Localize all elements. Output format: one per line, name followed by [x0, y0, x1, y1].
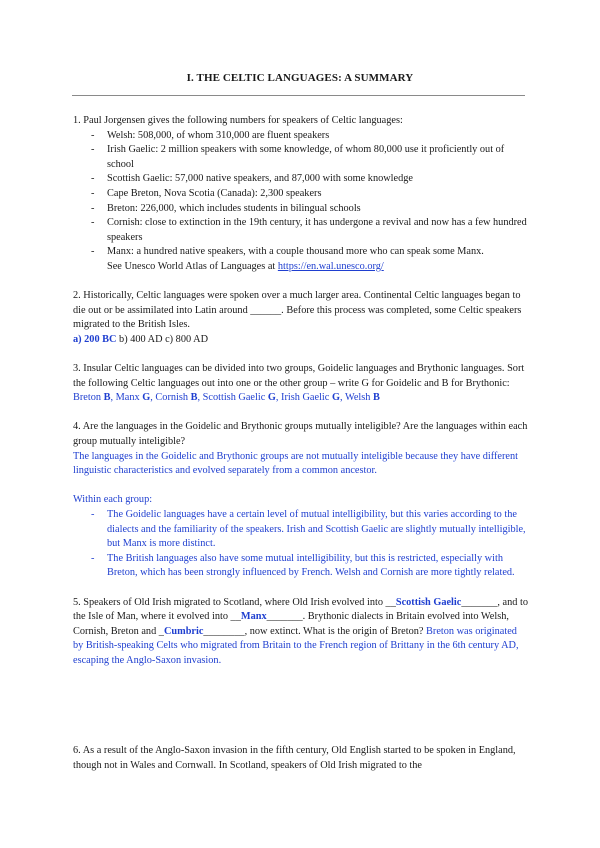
q4-within-label: Within each group:	[73, 494, 153, 506]
q5-answer-cumbric: Cumbric	[163, 625, 204, 637]
dash-bullet: -	[91, 202, 95, 214]
dash-bullet: -	[91, 217, 95, 229]
language-name: Cornish	[155, 392, 189, 404]
q1-list	[73, 129, 528, 275]
list-item-text: Manx: a hundred native speakers, with a couple thousand more who can speak some Manx.	[107, 246, 484, 258]
list-item-text: Irish Gaelic: 2 million speakers with some knowledge, of whom 80,000 use it proficiently out of school	[107, 144, 505, 170]
group-code: G	[142, 392, 151, 404]
list-item	[73, 172, 528, 187]
list-item-text: Cape Breton, Nova Scotia (Canada): 2,300 speakers	[107, 187, 322, 199]
unesco-text: See Unesco World Atlas of Languages at	[107, 260, 278, 272]
title-rule	[72, 95, 525, 96]
list-item-text: Breton: 226,000, which includes students in bilingual schools	[107, 202, 361, 214]
group-code: B	[190, 392, 198, 404]
q5-text: 5. Speakers of Old Irish migrated to Scotland, where Old Irish evolved into __	[73, 596, 396, 608]
document-body	[73, 114, 528, 669]
q2-answer: a) 200 BC	[73, 333, 117, 345]
dash-bullet: -	[91, 509, 95, 521]
q5-answer-breton: Breton was originated by British-speaking Celts who migrated from Britain to the French region of Brittany in the 6th century AD, escaping the Anglo-Saxon invasion.	[73, 625, 519, 666]
list-item-text: Cornish: close to extinction in the 19th century, it has undergone a revival and now has a few hundred speakers	[107, 217, 527, 243]
group-code: B	[373, 392, 380, 404]
language-name: Manx	[115, 392, 140, 404]
list-item-text: The British languages also have some mutual intelligibility, but this is restricted, especially with Breton, which has been strongly influenced by French. Welsh and Cornish are more tightly related.	[107, 552, 515, 579]
group-code: G	[267, 392, 276, 404]
q2-question: 2. Historically, Celtic languages were spoken over a much larger area. Continental Celtic languages began to die out or be assimilated into Latin around ______. Before this process was completed, some Celtic speakers migrated to the British Isles.	[73, 290, 522, 331]
list-item	[73, 552, 528, 581]
q4-answer: The languages in the Goidelic and Brythonic groups are not mutually inteligible because they have different linguistic characteristics and evolved separately from a common ancestor.	[73, 450, 519, 477]
group-code: B	[103, 392, 111, 404]
q4-question: 4. Are the languages in the Goidelic and Brythonic groups mutually inteligible? Are the languages within each group mutually inteligible?	[73, 421, 528, 448]
dash-bullet: -	[91, 173, 95, 185]
list-item	[73, 245, 528, 274]
q5-answer-scottish: Scottish Gaelic	[395, 596, 462, 608]
group-code: G	[331, 392, 340, 404]
dash-bullet: -	[91, 246, 95, 258]
dash-bullet: -	[91, 144, 95, 156]
q4-list	[73, 508, 528, 581]
list-item-text: The Goidelic languages have a certain level of mutual intelligibility, but this varies according to the dialects and the familiarity of the speakers. Irish and Scottish Gaelic are slightly mutually intelligible, but Manx is more distinct.	[107, 509, 526, 550]
list-item	[73, 129, 528, 144]
language-name: Scottish Gaelic	[202, 392, 266, 404]
dash-bullet: -	[91, 129, 95, 141]
q6-question: 6. As a result of the Anglo-Saxon invasion in the fifth century, Old English started to be spoken in England, though not in Wales and Cornwall. In Scotland, speakers of Old Irish migrated to the	[73, 745, 516, 771]
unesco-link[interactable]: https://en.wal.unesco.org/	[277, 260, 384, 272]
q5-question	[73, 596, 528, 669]
q2-options	[73, 333, 528, 348]
language-name: Breton	[73, 392, 102, 404]
list-item	[73, 187, 528, 202]
q5-text: ________, now extinct. What is the origin of Breton?	[203, 625, 427, 637]
list-item	[73, 143, 528, 172]
q2-other-options: b) 400 AD c) 800 AD	[116, 333, 209, 345]
q5-text: _______. Brythonic dialects in Britain evolved into Welsh, Cornish, Breton and _	[73, 611, 509, 637]
list-item	[73, 202, 528, 217]
dash-bullet: -	[91, 187, 95, 199]
list-item	[73, 216, 528, 245]
language-name: Irish Gaelic	[281, 392, 330, 404]
list-item-text: Welsh: 508,000, of whom 310,000 are fluent speakers	[107, 129, 330, 141]
q1-intro: 1. Paul Jorgensen gives the following numbers for speakers of Celtic languages:	[73, 115, 403, 126]
language-name: Welsh	[344, 392, 371, 404]
list-item-text: Scottish Gaelic: 57,000 native speakers, and 87,000 with some knowledge	[107, 173, 413, 185]
dash-bullet: -	[91, 552, 95, 564]
q5-text: _______, and to the Isle of Man, where it evolved into __	[73, 596, 528, 623]
q3-question: 3. Insular Celtic languages can be divided into two groups, Goidelic languages and Brythonic languages. Sort the following Celtic languages out into one or the other group – write G for Goidelic and B for Brythonic:	[73, 363, 525, 389]
document-title: I. THE CELTIC LANGUAGES: A SUMMARY	[186, 72, 414, 84]
q3-answers: Breton B, Manx G, Cornish B, Scottish Gaelic G, Irish Gaelic G, Welsh B	[73, 392, 380, 404]
list-item	[73, 508, 528, 552]
q5-answer-manx: Manx	[240, 611, 267, 623]
